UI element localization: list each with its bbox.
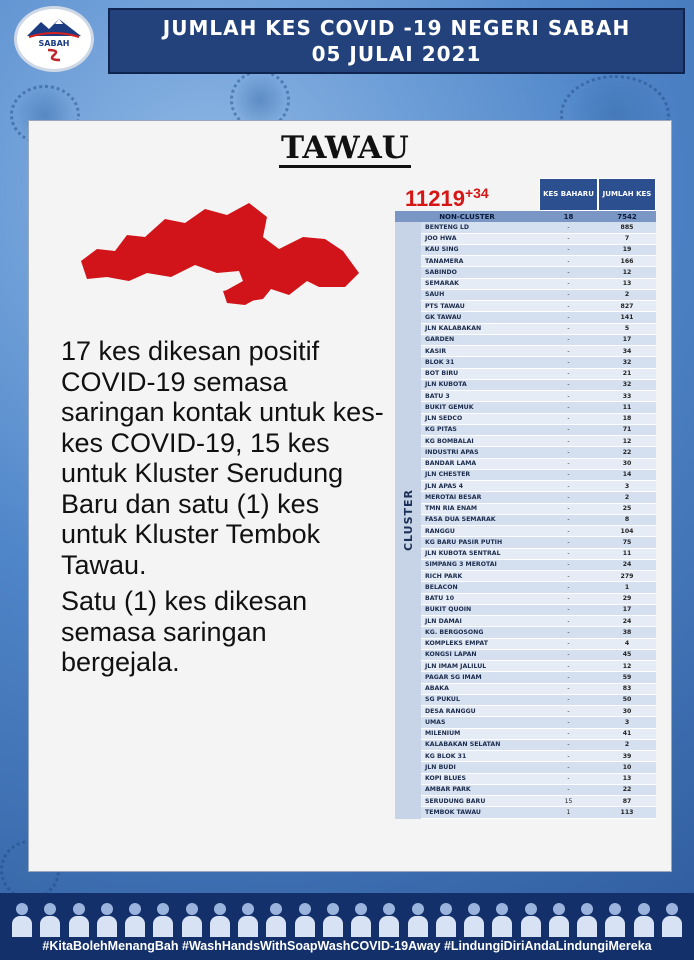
cluster-total-cases: 87	[622, 797, 632, 805]
cluster-new-cases: -	[567, 730, 570, 738]
cluster-new-cases: -	[567, 775, 570, 783]
table-row	[421, 504, 656, 515]
col-header-new: KES BAHARU	[539, 178, 598, 211]
table-row	[421, 582, 656, 593]
cluster-total-cases: 279	[620, 572, 634, 580]
cluster-new-cases: -	[567, 257, 570, 265]
table-row	[421, 807, 656, 818]
cluster-new-cases: -	[567, 493, 570, 501]
district-title: TAWAU	[281, 130, 409, 166]
cluster-name: SABINDO	[425, 268, 457, 276]
cluster-total-cases: 22	[622, 448, 632, 456]
cluster-total-cases: 24	[622, 617, 632, 625]
cluster-name: BATU 3	[425, 392, 450, 400]
cluster-name: KOPI BLUES	[425, 775, 466, 783]
person-icon	[69, 903, 89, 937]
cluster-new-cases: -	[567, 561, 570, 569]
cluster-total-cases: 29	[622, 595, 632, 603]
cluster-total-cases: 104	[620, 527, 634, 535]
total-value: 11219	[405, 186, 465, 211]
table-row	[421, 447, 656, 458]
table-row	[421, 402, 656, 413]
cluster-new-cases: 15	[564, 797, 573, 805]
cluster-total-cases: 45	[622, 651, 632, 659]
cluster-new-cases: -	[567, 763, 570, 771]
table-row	[421, 594, 656, 605]
main-panel	[28, 120, 672, 872]
table-row	[421, 650, 656, 661]
cluster-name: JLN CHESTER	[425, 471, 471, 479]
cluster-name: KG BARU PASIR PUTIH	[425, 538, 503, 546]
non-cluster-new: 18	[563, 212, 574, 221]
cluster-name: BENTENG LD	[425, 223, 470, 231]
cluster-new-cases: -	[567, 313, 570, 321]
cluster-total-cases: 22	[622, 786, 632, 794]
page-title: JUMLAH KES COVID -19 NEGERI SABAH	[162, 16, 631, 40]
cluster-new-cases: -	[567, 280, 570, 288]
person-icon	[408, 903, 428, 937]
cluster-new-cases: -	[567, 673, 570, 681]
cluster-new-cases: -	[567, 741, 570, 749]
table-row	[421, 639, 656, 650]
cluster-new-cases: -	[567, 291, 570, 299]
cluster-new-cases: -	[567, 685, 570, 693]
cluster-new-cases: -	[567, 527, 570, 535]
table-row	[421, 222, 656, 233]
person-icon	[605, 903, 625, 937]
cluster-total-cases: 166	[620, 257, 634, 265]
person-icon	[266, 903, 286, 937]
table-row	[421, 515, 656, 526]
table-row	[421, 290, 656, 301]
cluster-total-cases: 10	[622, 763, 632, 771]
table-row	[421, 605, 656, 616]
cluster-total-cases: 17	[622, 336, 632, 344]
cluster-total-cases: 1	[624, 583, 630, 591]
cluster-total-cases: 71	[622, 426, 632, 434]
person-icon	[521, 903, 541, 937]
cluster-total-cases: 14	[622, 471, 632, 479]
table-row	[421, 717, 656, 728]
cluster-name: PAGAR SG IMAM	[425, 673, 482, 681]
person-icon	[125, 903, 145, 937]
cluster-total-cases: 25	[622, 505, 632, 513]
cluster-total-cases: 83	[622, 685, 632, 693]
table-row	[421, 785, 656, 796]
cluster-total-cases: 12	[622, 268, 632, 276]
cluster-new-cases: -	[567, 538, 570, 546]
person-icon	[323, 903, 343, 937]
cluster-total-cases: 12	[622, 662, 632, 670]
cluster-name: SIMPANG 3 MEROTAI	[425, 561, 497, 569]
table-row	[421, 391, 656, 402]
table-row	[421, 549, 656, 560]
table-row	[421, 481, 656, 492]
table-row	[421, 560, 656, 571]
cluster-new-cases: -	[567, 550, 570, 558]
table-row	[421, 256, 656, 267]
non-cluster-row	[395, 211, 656, 222]
cluster-total-cases: 2	[624, 741, 630, 749]
page-date: 05 JULAI 2021	[311, 42, 482, 66]
cluster-name: KG. BERGOSONG	[425, 628, 484, 636]
sabah-logo	[14, 6, 94, 72]
cluster-new-cases: -	[567, 516, 570, 524]
table-row	[421, 436, 656, 447]
cluster-total-cases: 75	[622, 538, 632, 546]
person-icon	[295, 903, 315, 937]
cluster-new-cases: -	[567, 403, 570, 411]
table-row	[421, 324, 656, 335]
table-row	[421, 774, 656, 785]
person-icon	[40, 903, 60, 937]
cluster-new-cases: -	[567, 370, 570, 378]
person-icon	[238, 903, 258, 937]
table-row	[421, 751, 656, 762]
cluster-total-cases: 2	[624, 493, 630, 501]
cluster-new-cases: -	[567, 347, 570, 355]
table-row	[421, 740, 656, 751]
table-row	[421, 312, 656, 323]
table-row	[421, 571, 656, 582]
cluster-total-cases: 17	[622, 606, 632, 614]
table-row	[421, 369, 656, 380]
cluster-new-cases: -	[567, 415, 570, 423]
cluster-new-cases: -	[567, 336, 570, 344]
cluster-new-cases: -	[567, 448, 570, 456]
table-row	[421, 459, 656, 470]
col-header-total: JUMLAH KES	[598, 178, 656, 211]
table-row	[421, 616, 656, 627]
cluster-new-cases: -	[567, 325, 570, 333]
cluster-total-cases: 3	[624, 718, 630, 726]
cluster-new-cases: -	[567, 583, 570, 591]
cluster-total-cases: 18	[622, 415, 632, 423]
table-row	[421, 425, 656, 436]
table-row	[421, 234, 656, 245]
cluster-name: BLOK 31	[425, 358, 455, 366]
summary-paragraph-2: Satu (1) kes dikesan semasa saringan bergejala.	[61, 586, 308, 677]
cluster-name: JLN BUDI	[425, 763, 456, 771]
cluster-label: CLUSTER	[401, 489, 415, 552]
cluster-name: JLN DAMAI	[425, 617, 462, 625]
person-icon	[97, 903, 117, 937]
cluster-name: UMAS	[425, 718, 446, 726]
cluster-total-cases: 4	[624, 640, 630, 648]
table-row	[421, 695, 656, 706]
cluster-name: BANDAR LAMA	[425, 460, 477, 468]
table-row	[421, 357, 656, 368]
cluster-new-cases: -	[567, 505, 570, 513]
cluster-name: KALABAKAN SELATAN	[425, 741, 501, 749]
cluster-new-cases: -	[567, 696, 570, 704]
cluster-total-cases: 11	[622, 403, 632, 411]
cluster-new-cases: -	[567, 460, 570, 468]
cluster-new-cases: -	[567, 471, 570, 479]
cluster-name: PTS TAWAU	[425, 302, 465, 310]
table-row	[421, 729, 656, 740]
cluster-total-cases: 30	[622, 460, 632, 468]
cluster-total-cases: 12	[622, 437, 632, 445]
cluster-new-cases: -	[567, 235, 570, 243]
cluster-total-cases: 50	[622, 696, 632, 704]
cluster-new-cases: 1	[566, 808, 571, 816]
person-icon	[153, 903, 173, 937]
person-icon	[379, 903, 399, 937]
cluster-name: KAU SING	[425, 246, 459, 254]
cluster-name: SAUH	[425, 291, 445, 299]
cluster-total-cases: 32	[622, 358, 632, 366]
cluster-new-cases: -	[567, 640, 570, 648]
cluster-name: JOO HWA	[425, 235, 457, 243]
cluster-name: RANGGU	[425, 527, 455, 535]
table-row	[421, 470, 656, 481]
cluster-name: MEROTAI BESAR	[425, 493, 482, 501]
table-row	[421, 706, 656, 717]
non-cluster-name: NON-CLUSTER	[439, 212, 495, 221]
table-row	[421, 267, 656, 278]
cluster-new-cases: -	[567, 572, 570, 580]
cluster-total-cases: 39	[622, 752, 632, 760]
cluster-new-cases: -	[567, 651, 570, 659]
mountain-icon	[25, 16, 83, 38]
cluster-label-cell	[395, 222, 421, 818]
person-icon	[662, 903, 682, 937]
cluster-table	[395, 178, 656, 819]
table-row	[421, 335, 656, 346]
table-row	[421, 380, 656, 391]
cluster-total-cases: 59	[622, 673, 632, 681]
tawau-map	[67, 191, 367, 311]
cluster-name: BATU 10	[425, 595, 455, 603]
cluster-total-cases: 13	[622, 280, 632, 288]
cluster-total-cases: 113	[620, 808, 634, 816]
cluster-new-cases: -	[567, 246, 570, 254]
cluster-total-cases: 32	[622, 381, 632, 389]
cluster-total-cases: 41	[622, 730, 632, 738]
cluster-name: GARDEN	[425, 336, 455, 344]
cluster-rows	[421, 222, 656, 818]
cluster-total-cases: 827	[620, 302, 634, 310]
table-body	[395, 222, 656, 818]
cluster-new-cases: -	[567, 437, 570, 445]
cluster-new-cases: -	[567, 381, 570, 389]
cluster-total-cases: 24	[622, 561, 632, 569]
cluster-name: ABAKA	[425, 685, 449, 693]
cluster-new-cases: -	[567, 707, 570, 715]
cluster-new-cases: -	[567, 358, 570, 366]
cluster-name: JLN KALABAKAN	[425, 325, 482, 333]
summary-paragraph-1: 17 kes dikesan positif COVID-19 semasa saringan kontak untuk kes-kes COVID-19, 15 kes untuk Kluster Serudung Baru dan satu (1) kes untuk Kluster Tembok Tawau.	[61, 336, 384, 580]
person-icon	[12, 903, 32, 937]
logo-swirl-icon	[44, 48, 64, 62]
cluster-total-cases: 19	[622, 246, 632, 254]
non-cluster-total: 7542	[617, 212, 637, 221]
person-icon	[577, 903, 597, 937]
cluster-new-cases: -	[567, 628, 570, 636]
cluster-name: KG BOMBALAI	[425, 437, 474, 445]
cluster-name: TEMBOK TAWAU	[425, 808, 481, 816]
cluster-name: KONGSI LAPAN	[425, 651, 477, 659]
cluster-name: BELACON	[425, 583, 458, 591]
cluster-name: BUKIT QUOIN	[425, 606, 472, 614]
cluster-total-cases: 30	[622, 707, 632, 715]
cluster-name: JLN APAS 4	[425, 482, 464, 490]
cluster-name: JLN IMAM JALILUL	[425, 662, 487, 670]
cluster-name: JLN KUBOTA SENTRAL	[425, 550, 501, 558]
cluster-name: BOT BIRU	[425, 370, 459, 378]
person-icon	[492, 903, 512, 937]
cluster-name: FASA DUA SEMARAK	[425, 516, 496, 524]
cluster-total-cases: 5	[624, 325, 630, 333]
cluster-new-cases: -	[567, 718, 570, 726]
cluster-total-cases: 3	[624, 482, 630, 490]
cluster-new-cases: -	[567, 482, 570, 490]
person-icon	[351, 903, 371, 937]
cluster-total-cases: 11	[622, 550, 632, 558]
footer-banner	[0, 893, 694, 960]
cluster-name: DESA RANGGU	[425, 707, 476, 715]
person-icon	[549, 903, 569, 937]
table-row	[421, 537, 656, 548]
table-row	[421, 762, 656, 773]
cluster-total-cases: 13	[622, 775, 632, 783]
cluster-total-cases: 21	[622, 370, 632, 378]
cluster-total-cases: 8	[624, 516, 630, 524]
cluster-total-cases: 141	[620, 313, 634, 321]
table-row	[421, 279, 656, 290]
logo-label: SABAH	[38, 39, 70, 48]
table-row	[421, 684, 656, 695]
cluster-name: KG PITAS	[425, 426, 457, 434]
table-header	[395, 178, 656, 211]
cluster-new-cases: -	[567, 752, 570, 760]
cluster-new-cases: -	[567, 786, 570, 794]
cluster-new-cases: -	[567, 426, 570, 434]
frontliners-illustration	[8, 895, 686, 937]
cluster-total-cases: 2	[624, 291, 630, 299]
cluster-name: KOMPLEKS EMPAT	[425, 640, 488, 648]
cluster-total-cases: 885	[620, 223, 634, 231]
table-row	[421, 346, 656, 357]
cluster-name: INDUSTRI APAS	[425, 448, 479, 456]
person-icon	[210, 903, 230, 937]
person-icon	[464, 903, 484, 937]
cluster-total-cases: 34	[622, 347, 632, 355]
cluster-name: MILENIUM	[425, 730, 461, 738]
cluster-total-cases: 33	[622, 392, 632, 400]
table-row	[421, 526, 656, 537]
cluster-name: KASIR	[425, 347, 447, 355]
person-icon	[436, 903, 456, 937]
table-row	[421, 301, 656, 312]
cluster-name: TMN RIA ENAM	[425, 505, 478, 513]
cluster-name: BUKIT GEMUK	[425, 403, 474, 411]
cluster-name: JLN SEDCO	[425, 415, 463, 423]
cluster-new-cases: -	[567, 617, 570, 625]
table-row	[421, 414, 656, 425]
cluster-new-cases: -	[567, 302, 570, 310]
table-row	[421, 661, 656, 672]
cluster-total-cases: 38	[622, 628, 632, 636]
cluster-new-cases: -	[567, 606, 570, 614]
cluster-name: GK TAWAU	[425, 313, 462, 321]
cluster-name: SG PUKUL	[425, 696, 460, 704]
cluster-name: KG BLOK 31	[425, 752, 467, 760]
cluster-name: TANAMERA	[425, 257, 464, 265]
cluster-name: SERUDUNG BARU	[425, 797, 486, 805]
summary-text	[61, 336, 391, 678]
cluster-new-cases: -	[567, 223, 570, 231]
table-row	[421, 627, 656, 638]
hashtags: #KitaBolehMenangBah #WashHandsWithSoapWashCOVID-19Away #LindungiDiriAndaLindungiMereka	[42, 939, 652, 953]
cluster-new-cases: -	[567, 662, 570, 670]
person-icon	[634, 903, 654, 937]
cluster-new-cases: -	[567, 268, 570, 276]
table-row	[421, 492, 656, 503]
person-icon	[182, 903, 202, 937]
table-row	[421, 245, 656, 256]
table-row	[421, 796, 656, 807]
cluster-name: JLN KUBOTA	[425, 381, 467, 389]
cluster-name: AMBAR PARK	[425, 786, 471, 794]
cluster-name: SEMARAK	[425, 280, 459, 288]
cluster-total-cases: 7	[624, 235, 630, 243]
header-title-box	[108, 8, 685, 74]
cluster-new-cases: -	[567, 392, 570, 400]
table-row	[421, 672, 656, 683]
cluster-new-cases: -	[567, 595, 570, 603]
cluster-name: RICH PARK	[425, 572, 463, 580]
new-cases-value: +34	[464, 185, 489, 201]
